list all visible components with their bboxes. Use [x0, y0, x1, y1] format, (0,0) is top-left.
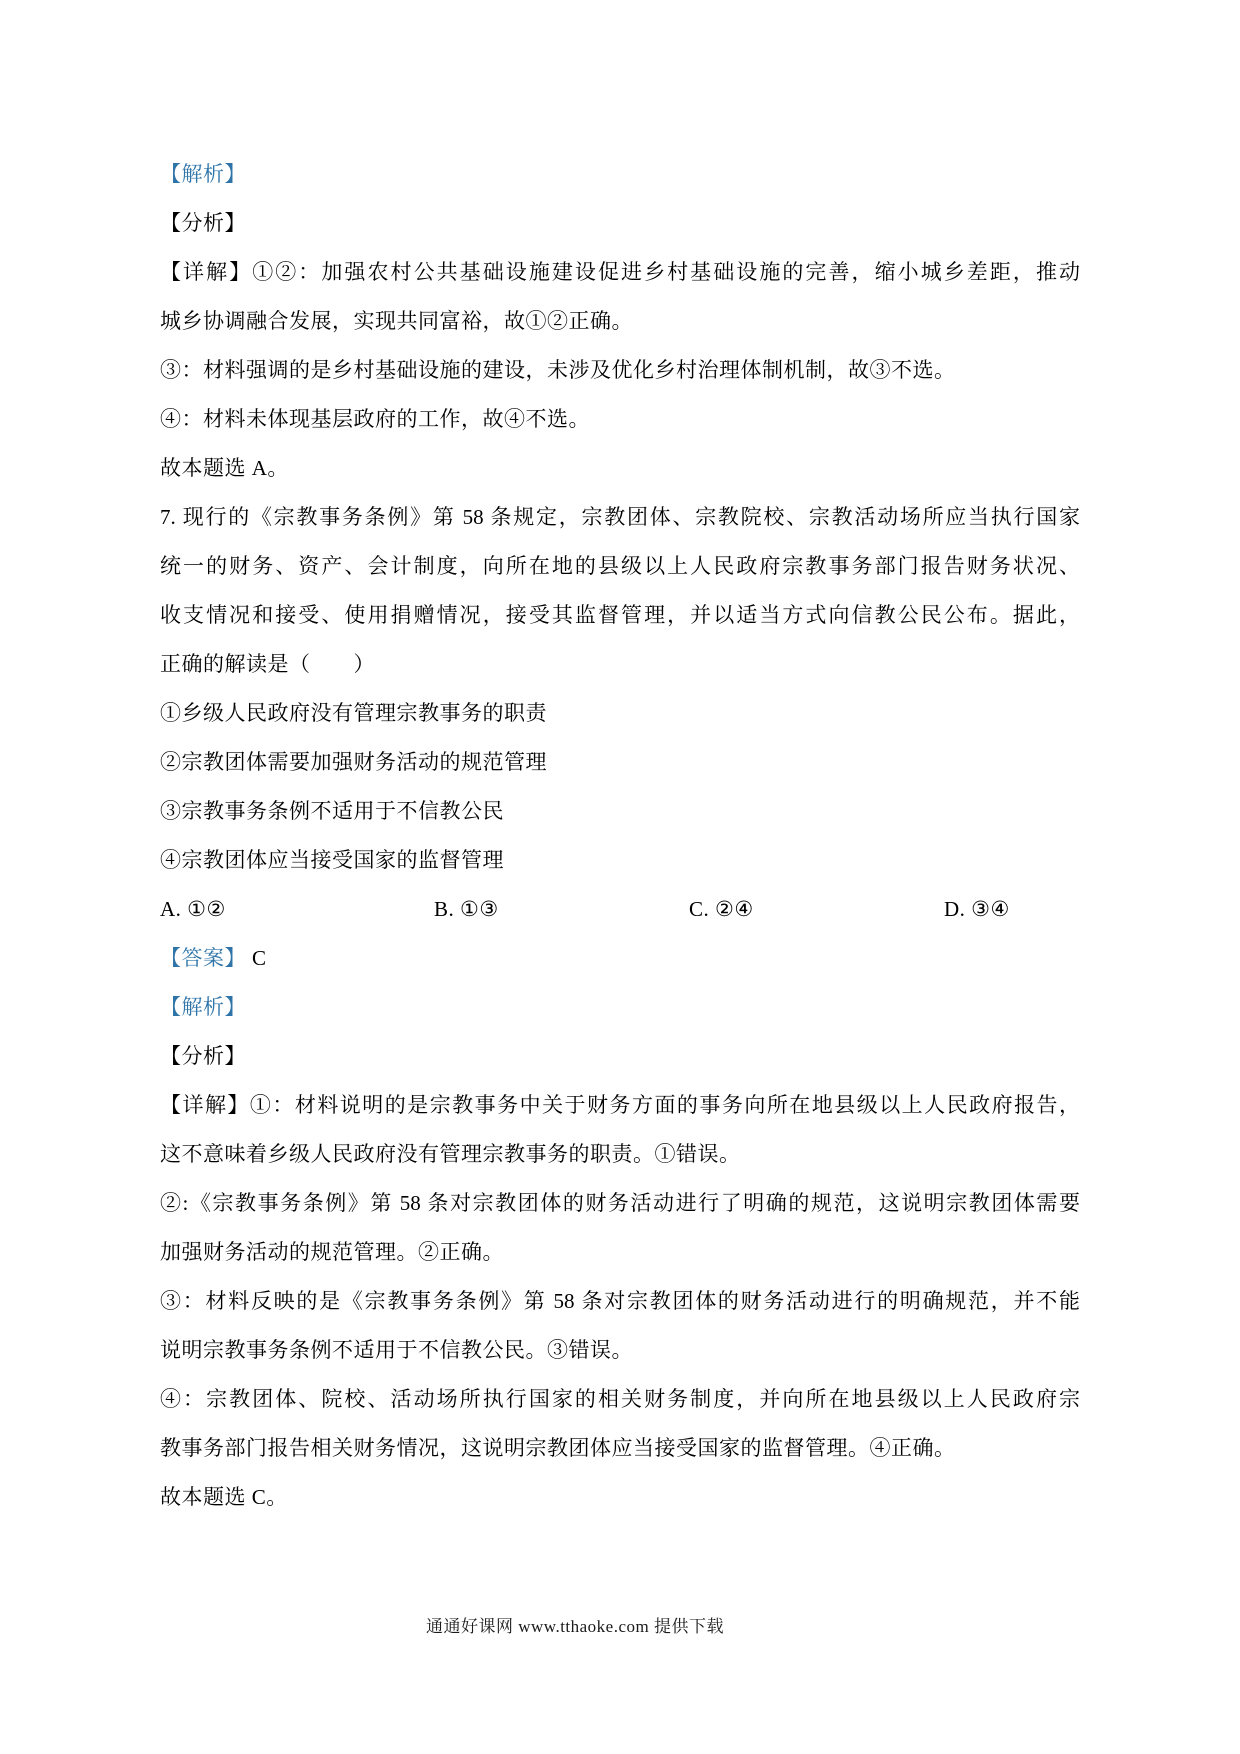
text-line: ①乡级人民政府没有管理宗教事务的职责 — [160, 701, 547, 725]
text-line: ④：宗教团体、院校、活动场所执行国家的相关财务制度，并向所在地县级以上人民政府宗 — [160, 1387, 1080, 1411]
option-c: C. ②④ — [689, 897, 754, 921]
text-line: 【详解】①：材料说明的是宗教事务中关于财务方面的事务向所在地县级以上人民政府报告， — [160, 1093, 1080, 1117]
text-line: 正确的解读是（ ） — [160, 652, 375, 676]
section-label: 【解析】 — [160, 995, 246, 1019]
text-line: 【详解】①②：加强农村公共基础设施建设促进乡村基础设施的完善，缩小城乡差距，推动 — [160, 260, 1080, 284]
text-line: ②宗教团体需要加强财务活动的规范管理 — [160, 750, 547, 774]
text-line: 7. 现行的《宗教事务条例》第 58 条规定，宗教团体、宗教院校、宗教活动场所应当执行国家 — [160, 505, 1080, 529]
option-d: D. ③④ — [944, 897, 1010, 921]
footer-watermark-text: 通通好课网 www.tthaoke.com 提供下载 — [425, 1617, 725, 1636]
answer-label: 【答案】 — [160, 946, 246, 970]
option-a: A. ①② — [160, 897, 226, 921]
text-line: 说明宗教事务条例不适用于不信教公民。③错误。 — [160, 1338, 633, 1362]
text-line: 故本题选 A。 — [160, 456, 289, 480]
text-line: 城乡协调融合发展，实现共同富裕，故①②正确。 — [160, 309, 633, 333]
text-line: 教事务部门报告相关财务情况，这说明宗教团体应当接受国家的监督管理。④正确。 — [160, 1436, 956, 1460]
document-body — [160, 150, 1080, 1522]
text-line: 【分析】 — [160, 211, 246, 235]
text-line: ③：材料反映的是《宗教事务条例》第 58 条对宗教团体的财务活动进行的明确规范，并不能 — [160, 1289, 1080, 1313]
option-b: B. ①③ — [434, 897, 499, 921]
text-line: ③宗教事务条例不适用于不信教公民 — [160, 799, 504, 823]
answer-value: C — [252, 946, 267, 970]
text-line: 故本题选 C。 — [160, 1485, 288, 1509]
text-line: 统一的财务、资产、会计制度，向所在地的县级以上人民政府宗教事务部门报告财务状况、 — [160, 554, 1080, 578]
text-line: ④宗教团体应当接受国家的监督管理 — [160, 848, 504, 872]
text-line: ②:《宗教事务条例》第 58 条对宗教团体的财务活动进行了明确的规范，这说明宗教团体需要 — [160, 1191, 1080, 1215]
text-line: 加强财务活动的规范管理。②正确。 — [160, 1240, 504, 1264]
answer-line — [160, 934, 1080, 983]
text-line: ④：材料未体现基层政府的工作，故④不选。 — [160, 407, 590, 431]
page-footer — [160, 1612, 990, 1637]
text-line: 这不意味着乡级人民政府没有管理宗教事务的职责。①错误。 — [160, 1142, 741, 1166]
text-line: ③：材料强调的是乡村基础设施的建设，未涉及优化乡村治理体制机制，故③不选。 — [160, 358, 956, 382]
options-row — [160, 885, 1080, 934]
text-line: 【分析】 — [160, 1044, 246, 1068]
section-label: 【解析】 — [160, 162, 246, 186]
text-line: 收支情况和接受、使用捐赠情况，接受其监督管理，并以适当方式向信教公民公布。据此， — [160, 603, 1080, 627]
